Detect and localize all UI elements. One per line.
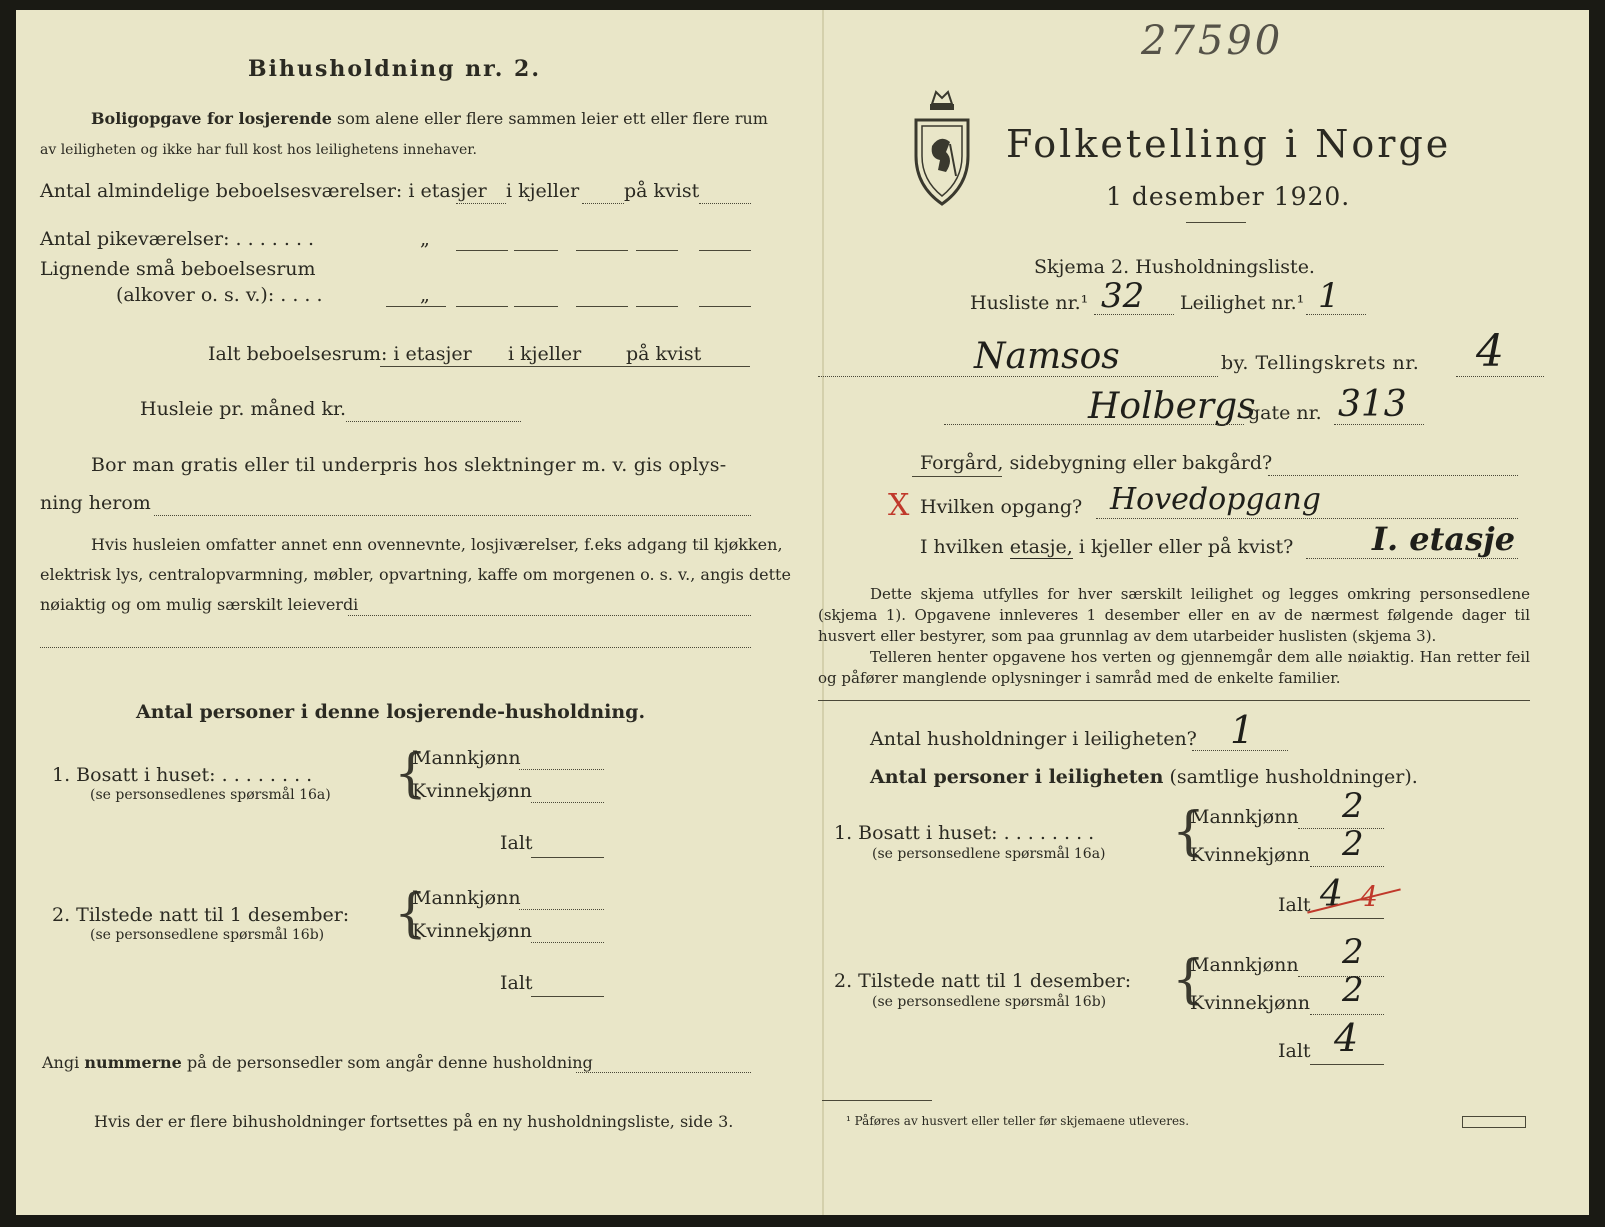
left-intro-rest: som alene eller flere sammen leier ett eller flere rum — [331, 109, 768, 128]
hush-label: Antal husholdninger i leiligheten? — [870, 728, 1197, 750]
forgard-blank — [1268, 475, 1518, 476]
right-tilstede-kvinne-blank — [1310, 1014, 1384, 1015]
left-intro-line1 — [91, 109, 768, 128]
instructions-1: Dette skjema utfylles for hver særskilt leilighet og legges omkring personsedlene (skjema 1). Opgavene innleveres 1 desember eller en av de nærmest følgende dager til husvert eller bestyrer, som paa grunnlag av dem utarbeider huslisten (skjema 3). — [818, 585, 1530, 645]
ialt-rooms-kvist: på kvist — [626, 343, 702, 365]
right-title: Folketelling i Norge — [1006, 122, 1452, 166]
pike-line1 — [456, 250, 508, 251]
pike-line2 — [514, 250, 558, 251]
hvis-line1: Hvis husleien omfatter annet enn ovennevnte, losjiværelser, f.eks adgang til kjøkken, — [91, 535, 783, 554]
rooms-etasjer-blank — [456, 203, 506, 204]
left-persons-title: Antal personer i denne losjerende-husholdning. — [136, 701, 646, 723]
left-tilstede-mann-blank — [519, 909, 604, 910]
census-form-sheet — [16, 10, 1589, 1215]
krets-value: 4 — [1476, 326, 1504, 377]
opgang-label: Hvilken opgang? — [920, 496, 1083, 518]
bor-line2: ning herom — [40, 492, 151, 514]
angi-part1: Angi — [42, 1053, 85, 1072]
right-tilstede-ref: (se personsedlene spørsmål 16b) — [872, 994, 1107, 1010]
pike-line3 — [576, 250, 628, 251]
gate-label: gate nr. — [1248, 402, 1322, 424]
lignende-line5 — [699, 306, 751, 307]
right-bosatt-mann-value: 2 — [1342, 786, 1364, 826]
lignende-line4 — [636, 306, 678, 307]
gate-nr-value: 313 — [1338, 384, 1407, 425]
bor-line1: Bor man gratis eller til underpris hos slektninger m. v. gis oplys- — [91, 454, 727, 476]
gate-nr-blank — [1334, 424, 1424, 425]
pike-ditto: „ — [420, 228, 430, 250]
instructions-rule — [818, 700, 1530, 701]
left-bosatt-mann-blank — [519, 769, 604, 770]
right-bosatt-ialt: Ialt — [1278, 894, 1311, 916]
right-persons-title-rest: (samtlige husholdninger). — [1163, 766, 1418, 788]
right-persons-title — [870, 766, 1418, 788]
leilighet-value: 1 — [1318, 276, 1340, 316]
angi-part2: på de personsedler som angår denne husholdning — [181, 1053, 593, 1072]
by-value: Namsos — [974, 336, 1120, 377]
left-tilstede-label: 2. Tilstede natt til 1 desember: — [52, 904, 350, 926]
ialt-rooms-label: Ialt beboelsesrum: i etasjer — [208, 343, 472, 365]
right-bosatt-mann: Mannkjønn — [1190, 806, 1299, 828]
left-bosatt-brace: { — [394, 744, 428, 804]
right-tilstede-mann-blank — [1298, 976, 1384, 977]
right-tilstede-label: 2. Tilstede natt til 1 desember: — [834, 970, 1132, 992]
printer-stamp — [1462, 1116, 1526, 1128]
norway-coat-of-arms-icon — [910, 86, 974, 208]
left-tilstede-brace: { — [394, 884, 428, 944]
left-intro-line2: av leiligheten og ikke har full kost hos leilighetens innehaver. — [40, 142, 477, 158]
right-bosatt-ialt-line — [1310, 918, 1384, 919]
rooms-kjeller-blank — [582, 203, 624, 204]
pike-line4 — [636, 250, 678, 251]
x-mark: X — [888, 488, 910, 523]
right-date-rule — [1186, 222, 1246, 223]
husliste-value: 32 — [1101, 276, 1145, 316]
left-intro-bold: Boligopgave for losjerende — [91, 109, 332, 128]
left-tilstede-kvinne-blank — [531, 942, 604, 943]
hush-value: 1 — [1230, 708, 1255, 752]
right-tilstede-kvinne-value: 2 — [1342, 970, 1364, 1010]
lignende-label-1: Lignende små beboelsesrum — [40, 258, 316, 280]
right-bosatt-kvinne-value: 2 — [1342, 824, 1364, 864]
left-tilstede-mann: Mannkjønn — [412, 887, 521, 909]
hvis-line2: elektrisk lys, centralopvarmning, møbler, opvartning, kaffe om morgenen o. s. v., angis dette — [40, 565, 791, 584]
right-bosatt-kvinne: Kvinnekjønn — [1190, 844, 1311, 866]
right-bosatt-ialt-correction: 4 — [1360, 880, 1378, 913]
right-tilstede-mann: Mannkjønn — [1190, 954, 1299, 976]
leilighet-blank — [1306, 314, 1366, 315]
left-title: Bihusholdning nr. 2. — [248, 56, 541, 82]
hvis-blank — [348, 615, 751, 616]
right-date: 1 desember 1920. — [1106, 182, 1351, 211]
rooms-kvist-label: på kvist — [624, 180, 700, 202]
left-tilstede-kvinne: Kvinnekjønn — [412, 920, 533, 942]
left-bosatt-label: 1. Bosatt i huset: . . . . . . . . — [52, 764, 313, 786]
leilighet-label: Leilighet nr.¹ — [1180, 292, 1305, 314]
hush-blank — [1192, 750, 1288, 751]
right-tilstede-kvinne: Kvinnekjønn — [1190, 992, 1311, 1014]
right-tilstede-brace: { — [1172, 950, 1206, 1010]
footnote-rule — [822, 1100, 932, 1101]
angi-bold: nummerne — [84, 1053, 182, 1072]
right-bosatt-ref: (se personsedlene spørsmål 16a) — [872, 846, 1106, 862]
etasje-value: I. etasje — [1372, 520, 1516, 558]
left-tilstede-ialt-line — [531, 996, 604, 997]
ialt-rooms-underline — [380, 366, 750, 367]
pike-line5 — [699, 250, 751, 251]
right-tilstede-ialt-value: 4 — [1334, 1016, 1359, 1060]
left-bosatt-ref: (se personsedlenes spørsmål 16a) — [90, 787, 331, 803]
husleie-label: Husleie pr. måned kr. — [140, 398, 347, 420]
left-bosatt-kvinne-blank — [531, 802, 604, 803]
right-bosatt-brace: { — [1172, 802, 1206, 862]
left-bosatt-ialt: Ialt — [500, 832, 533, 854]
left-bosatt-mann: Mannkjønn — [412, 747, 521, 769]
right-tilstede-ialt-line — [1310, 1064, 1384, 1065]
left-tilstede-ref: (se personsedlene spørsmål 16b) — [90, 927, 325, 943]
right-tilstede-mann-value: 2 — [1342, 932, 1364, 972]
left-footer: Hvis der er flere bihusholdninger fortsettes på en ny husholdningsliste, side 3. — [94, 1112, 734, 1131]
left-bosatt-ialt-line — [531, 857, 604, 858]
rooms-kjeller-label: i kjeller — [506, 180, 580, 202]
opgang-value: Hovedopgang — [1110, 482, 1322, 517]
gate-value: Holbergs — [1088, 386, 1256, 427]
by-blank — [818, 376, 1218, 377]
gate-blank — [944, 424, 1244, 425]
opgang-blank — [1096, 518, 1518, 519]
husleie-blank — [346, 421, 521, 422]
by-label: by. Tellingskrets nr. — [1221, 352, 1420, 374]
right-tilstede-ialt: Ialt — [1278, 1040, 1311, 1062]
right-bosatt-kvinne-blank — [1310, 866, 1384, 867]
husliste-blank — [1094, 314, 1174, 315]
archive-number: 27590 — [1141, 18, 1284, 64]
etasje-label — [920, 536, 1293, 558]
right-bosatt-label: 1. Bosatt i huset: . . . . . . . . — [834, 822, 1095, 844]
etasje-label-part2: i kjeller eller på kvist? — [1072, 536, 1294, 558]
pike-label: Antal pikeværelser: . . . . . . . — [40, 228, 315, 250]
etasje-label-underlined: etasje, — [1009, 536, 1073, 558]
lignende-ditto: „ — [420, 284, 430, 306]
ialt-rooms-kjeller: i kjeller — [508, 343, 582, 365]
krets-blank — [1456, 376, 1544, 377]
lignende-line3 — [576, 306, 628, 307]
left-tilstede-ialt: Ialt — [500, 972, 533, 994]
skjema-label: Skjema 2. Husholdningsliste. — [1034, 256, 1315, 278]
bor-blank — [154, 515, 751, 516]
rooms-label: Antal almindelige beboelsesværelser: i etasjer — [40, 180, 487, 202]
right-bosatt-ialt-value: 4 — [1320, 874, 1343, 915]
lignende-line1 — [456, 306, 508, 307]
right-bosatt-mann-blank — [1298, 828, 1384, 829]
rooms-kvist-blank — [699, 203, 751, 204]
hvis-blank-2 — [40, 647, 751, 648]
lignende-label-2: (alkover o. s. v.): . . . . — [116, 284, 323, 306]
husliste-label: Husliste nr.¹ — [970, 292, 1089, 314]
etasje-label-part1: I hvilken — [920, 536, 1010, 558]
left-bosatt-kvinne: Kvinnekjønn — [412, 780, 533, 802]
instructions-2: Telleren henter opgavene hos verten og gjennemgår dem alle nøiaktig. Han retter feil og påfører manglende oplysninger i samråd med de enkelte familier. — [818, 648, 1530, 687]
angi-blank — [576, 1072, 751, 1073]
right-footnote: ¹ Påføres av husvert eller teller før skjemaene utleveres. — [846, 1114, 1190, 1128]
forgard-label: Forgård, sidebygning eller bakgård? — [920, 452, 1273, 474]
angi-line — [42, 1053, 593, 1072]
lignende-line0 — [386, 306, 446, 307]
forgard-underline — [912, 476, 1002, 477]
etasje-blank — [1306, 558, 1518, 559]
right-persons-title-bold: Antal personer i leiligheten — [870, 766, 1164, 788]
hvis-line3: nøiaktig og om mulig særskilt leieverdi — [40, 595, 359, 614]
lignende-line2 — [514, 306, 558, 307]
